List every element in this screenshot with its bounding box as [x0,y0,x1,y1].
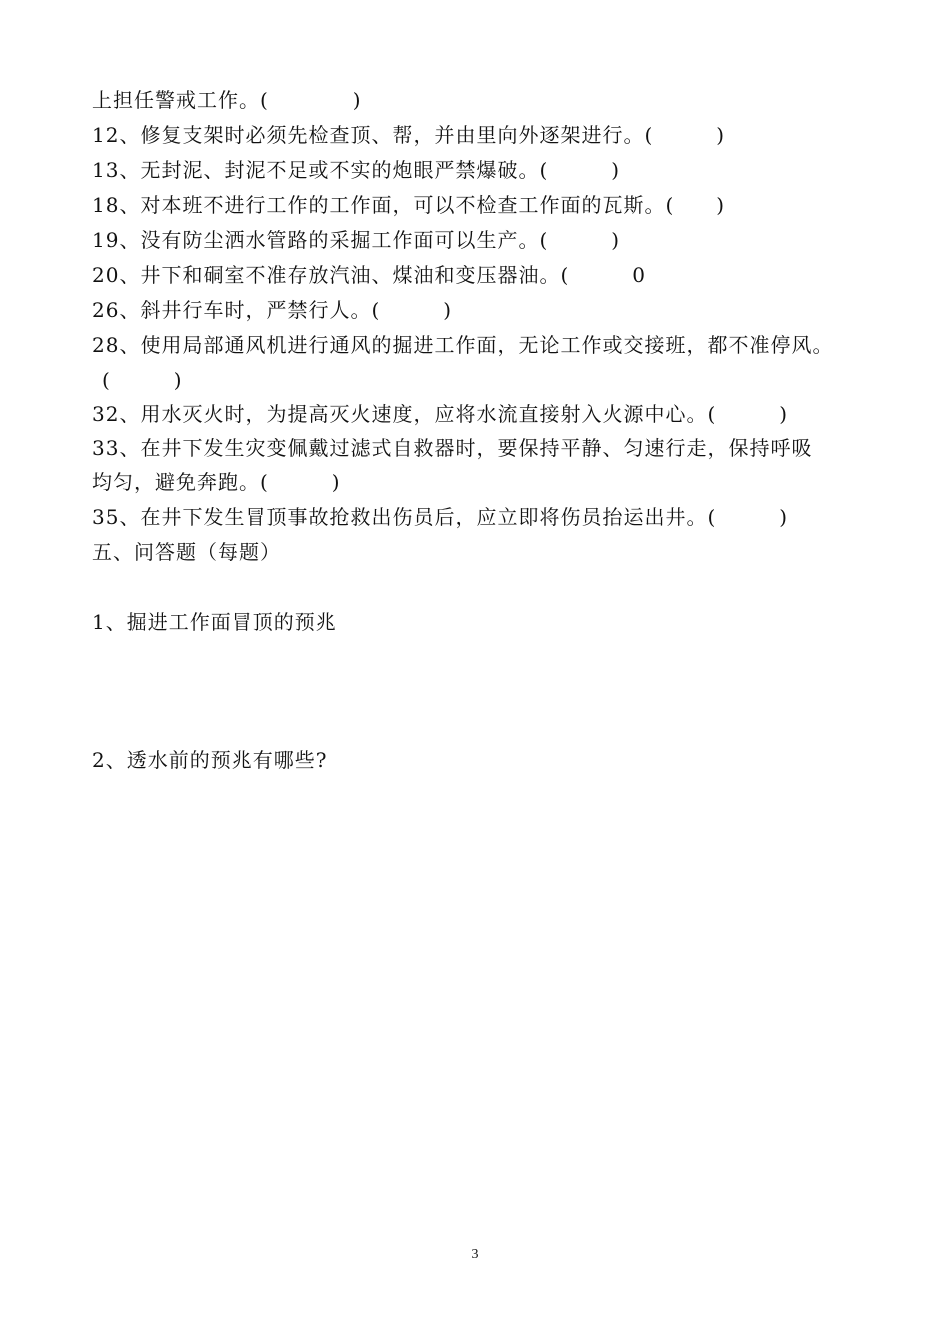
question-33: 33、在井下发生灾变佩戴过滤式自救器时，要保持平静、匀速行走，保持呼吸 [92,436,813,460]
short-answer-question-1: 1、掘进工作面冒顶的预兆 [92,610,337,634]
question-26: 26、斜井行车时，严禁行人。( ) [92,298,453,322]
question-18: 18、对本班不进行工作的工作面，可以不检查工作面的瓦斯。( ) [92,193,726,217]
question-28-answer-blank: ( ) [102,368,183,392]
question-28: 28、使用局部通风机进行通风的掘进工作面，无论工作或交接班，都不准停风。 [92,333,834,357]
question-20: 20、井下和硐室不准存放汽油、煤油和变压器油。( 0 [92,263,646,287]
page-number: 3 [471,1247,479,1262]
question-19: 19、没有防尘洒水管路的采掘工作面可以生产。( ) [92,228,621,252]
question-11-continuation: 上担任警戒工作。( ) [92,88,362,112]
question-35: 35、在井下发生冒顶事故抢救出伤员后，应立即将伤员抬运出井。( ) [92,505,789,529]
short-answer-question-2: 2、透水前的预兆有哪些? [92,748,328,772]
question-13: 13、无封泥、封泥不足或不实的炮眼严禁爆破。( ) [92,158,621,182]
question-33-continuation: 均匀，避免奔跑。( ) [92,470,341,494]
question-12: 12、修复支架时必须先检查顶、帮，并由里向外逐架进行。( ) [92,123,726,147]
section-heading-short-answer: 五、问答题（每题） [92,540,281,564]
question-32: 32、用水灭火时，为提高灭火速度，应将水流直接射入火源中心。( ) [92,402,789,426]
